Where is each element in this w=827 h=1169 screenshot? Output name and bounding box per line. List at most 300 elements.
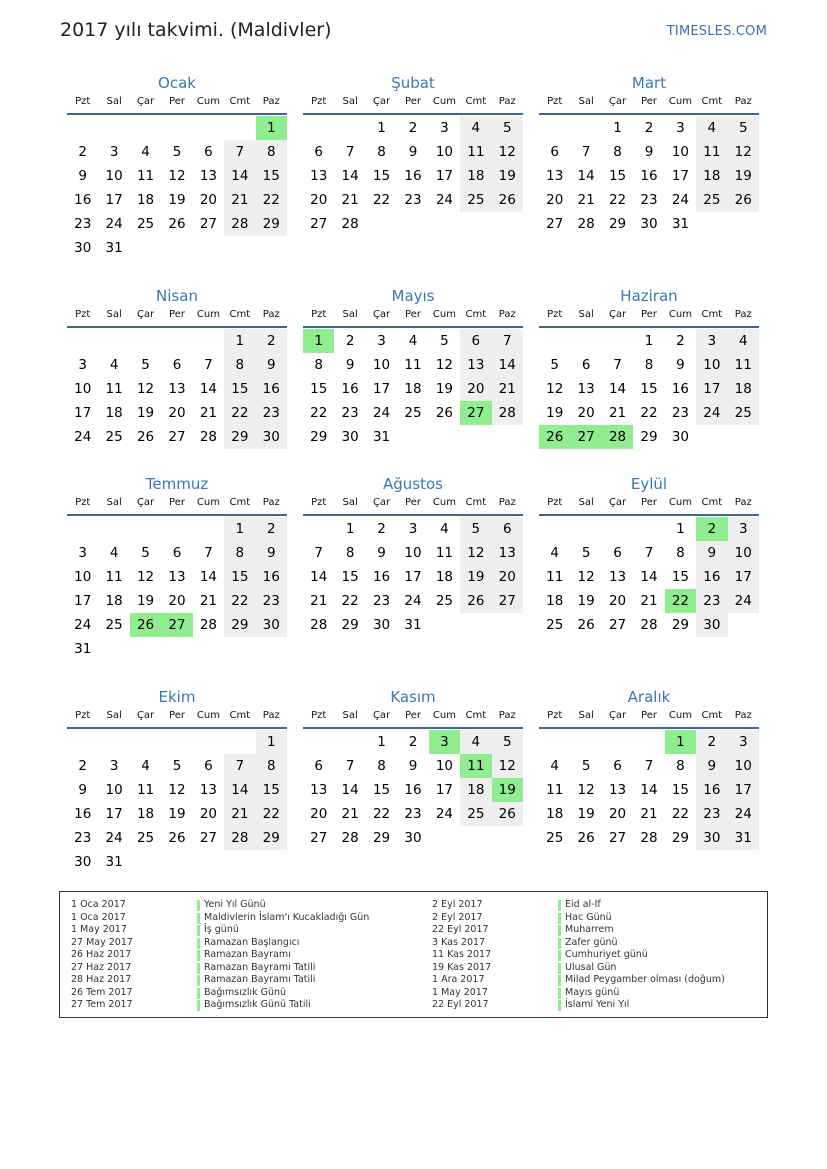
day-cell: 11 [546, 569, 564, 585]
weekday-label: Sal [578, 309, 594, 320]
day-cell: 23 [696, 802, 727, 826]
day-cell: 6 [460, 329, 491, 353]
day-cell: 4 [550, 758, 559, 774]
month-name: Ekim [158, 688, 196, 706]
day-cell: 10 [74, 381, 92, 397]
day-cell: 8 [345, 545, 355, 561]
weekday-header [539, 93, 759, 115]
day-cell: 4 [460, 730, 491, 754]
day-cell: 14 [608, 381, 627, 397]
day-grid [67, 729, 287, 874]
day-cell: 23 [372, 593, 391, 609]
day-cell: 3 [78, 357, 87, 373]
day-cell: 4 [440, 521, 449, 537]
day-cell: 22 [310, 405, 328, 421]
day-cell: 17 [105, 192, 123, 208]
day-cell: 28 [224, 212, 255, 236]
day-cell: 27 [199, 216, 217, 232]
day-cell: 29 [671, 617, 689, 633]
month-block [67, 474, 287, 661]
day-cell: 3 [696, 329, 727, 353]
day-cell: 3 [109, 758, 119, 774]
day-cell: 5 [492, 116, 523, 140]
month-name: Kasım [390, 688, 436, 706]
weekday-label: Per [169, 309, 185, 320]
day-cell: 13 [310, 168, 328, 184]
holiday-day-cell: 26 [130, 613, 161, 637]
day-cell: 15 [372, 168, 391, 184]
weekday-label: Paz [734, 710, 752, 721]
day-cell: 15 [224, 377, 255, 401]
legend-marker [197, 925, 200, 936]
day-cell: 26 [168, 216, 186, 232]
day-cell: 9 [408, 144, 418, 160]
day-cell: 5 [550, 357, 559, 373]
weekday-label: Cmt [229, 710, 251, 721]
day-cell: 14 [341, 782, 359, 798]
month-block [539, 73, 759, 260]
day-cell: 16 [640, 168, 658, 184]
day-cell: 19 [546, 405, 564, 421]
day-cell: 10 [372, 357, 391, 373]
month-block [67, 687, 287, 874]
day-cell: 8 [224, 353, 255, 377]
day-grid [303, 115, 523, 260]
legend-marker [558, 988, 561, 999]
legend-marker [558, 900, 561, 911]
day-cell: 7 [224, 140, 255, 164]
day-cell: 25 [460, 188, 491, 212]
day-cell: 14 [640, 782, 658, 798]
weekday-label: Paz [734, 497, 752, 508]
day-cell: 24 [404, 593, 422, 609]
day-cell: 3 [676, 120, 685, 136]
day-cell: 18 [546, 593, 564, 609]
day-cell: 17 [105, 806, 123, 822]
day-cell: 15 [671, 569, 689, 585]
brand-link[interactable]: TIMESLES.COM [666, 24, 767, 39]
legend-holiday-name: Eid al-If [565, 899, 601, 910]
day-cell: 21 [310, 593, 328, 609]
day-cell: 8 [676, 545, 685, 561]
legend-date: 1 Oca 2017 [71, 911, 126, 923]
day-cell: 1 [644, 333, 654, 349]
day-cell: 12 [728, 140, 759, 164]
legend-marker [558, 963, 561, 974]
day-cell: 23 [256, 589, 287, 613]
weekday-label: Pzt [75, 497, 91, 508]
day-cell: 26 [728, 188, 759, 212]
weekday-header [303, 707, 523, 729]
day-cell: 22 [256, 802, 287, 826]
day-cell: 27 [546, 216, 564, 232]
weekday-label: Cum [432, 309, 456, 320]
weekday-label: Paz [262, 497, 280, 508]
legend-date: 27 Haz 2017 [71, 961, 132, 973]
day-cell: 29 [256, 212, 287, 236]
day-cell: 29 [310, 429, 328, 445]
day-cell: 4 [141, 758, 150, 774]
day-cell: 8 [377, 144, 386, 160]
day-cell: 17 [404, 569, 422, 585]
legend-date: 26 Haz 2017 [71, 949, 132, 960]
day-cell: 13 [608, 569, 627, 585]
legend-date: 1 May 2017 [71, 924, 127, 935]
day-cell: 26 [492, 802, 523, 826]
day-cell: 10 [435, 758, 453, 774]
weekday-label: Cmt [701, 309, 723, 320]
day-cell: 31 [105, 240, 123, 256]
day-cell: 26 [435, 405, 453, 421]
weekday-label: Çar [372, 96, 391, 107]
day-cell: 12 [136, 381, 155, 397]
day-cell: 18 [105, 593, 123, 609]
day-cell: 17 [435, 168, 453, 184]
weekday-label: Cmt [229, 309, 251, 320]
day-cell: 9 [696, 754, 727, 778]
weekday-label: Sal [342, 96, 358, 107]
day-cell: 27 [608, 617, 627, 633]
legend-holiday-name: Ramazan Başlangıcı [204, 936, 300, 948]
day-cell: 31 [671, 216, 689, 232]
day-cell: 4 [408, 333, 418, 349]
day-cell: 30 [256, 613, 287, 637]
day-cell: 3 [728, 730, 759, 754]
day-cell: 14 [640, 569, 658, 585]
legend-date: 26 Tem 2017 [71, 986, 133, 998]
legend-holiday-name: Ramazan Bayramı Tatili [204, 974, 316, 985]
day-cell: 18 [696, 164, 727, 188]
day-cell: 12 [577, 782, 595, 798]
weekday-label: Çar [136, 710, 155, 721]
day-cell: 28 [341, 830, 359, 846]
legend-date: 27 Tem 2017 [71, 999, 133, 1010]
day-cell: 6 [204, 758, 213, 774]
legend-date: 22 Eyl 2017 [432, 999, 489, 1010]
day-cell: 18 [136, 806, 155, 822]
month-block [67, 73, 287, 260]
day-cell: 30 [696, 613, 727, 637]
day-cell: 2 [256, 329, 287, 353]
day-cell: 2 [696, 730, 727, 754]
day-cell: 16 [696, 565, 727, 589]
weekday-label: Per [641, 309, 657, 320]
day-cell: 15 [256, 778, 287, 802]
day-cell: 6 [314, 758, 323, 774]
day-cell: 16 [341, 381, 359, 397]
day-cell: 26 [577, 617, 595, 633]
weekday-label: Sal [106, 710, 122, 721]
day-cell: 30 [671, 429, 689, 445]
day-cell: 20 [199, 806, 217, 822]
day-cell: 30 [640, 216, 658, 232]
day-cell: 13 [199, 168, 217, 184]
day-cell: 15 [256, 164, 287, 188]
day-cell: 29 [224, 613, 255, 637]
weekday-header [539, 306, 759, 328]
weekday-label: Cum [668, 96, 692, 107]
weekday-label: Per [169, 710, 185, 721]
day-cell: 17 [74, 405, 92, 421]
weekday-label: Per [405, 497, 421, 508]
day-cell: 13 [199, 782, 217, 798]
day-cell: 10 [404, 545, 422, 561]
weekday-label: Pzt [75, 710, 91, 721]
legend-holiday-name: Bağımsızlık Günü Tatili [204, 999, 311, 1010]
day-cell: 10 [728, 754, 759, 778]
day-grid [539, 729, 759, 874]
day-cell: 2 [78, 144, 87, 160]
day-cell: 20 [546, 192, 564, 208]
day-cell: 20 [310, 806, 328, 822]
weekday-label: Pzt [547, 309, 563, 320]
day-cell: 27 [492, 589, 523, 613]
month-block [539, 687, 759, 874]
legend-holiday-name: İş günü [204, 924, 239, 935]
day-cell: 12 [168, 782, 186, 798]
day-cell: 22 [224, 401, 255, 425]
day-cell: 20 [608, 806, 627, 822]
day-cell: 18 [435, 569, 453, 585]
day-cell: 24 [728, 802, 759, 826]
legend-holiday-name: Muharrem [565, 924, 614, 935]
month-name: Haziran [620, 287, 678, 305]
day-cell: 29 [341, 617, 359, 633]
day-cell: 28 [341, 216, 359, 232]
month-name: Şubat [391, 74, 435, 92]
weekday-label: Çar [608, 96, 627, 107]
day-cell: 28 [640, 617, 658, 633]
holiday-day-cell: 27 [460, 401, 491, 425]
day-cell: 5 [728, 116, 759, 140]
day-cell: 27 [199, 830, 217, 846]
day-cell: 4 [141, 144, 150, 160]
weekday-label: Cum [196, 96, 220, 107]
day-cell: 7 [644, 545, 654, 561]
day-cell: 17 [671, 168, 689, 184]
weekday-header [67, 494, 287, 516]
day-cell: 22 [341, 593, 359, 609]
day-cell: 19 [577, 806, 595, 822]
day-cell: 14 [577, 168, 595, 184]
day-cell: 8 [377, 758, 386, 774]
weekday-label: Çar [136, 96, 155, 107]
day-cell: 1 [377, 734, 386, 750]
day-cell: 27 [608, 830, 627, 846]
day-cell: 23 [74, 216, 92, 232]
day-cell: 6 [172, 357, 182, 373]
weekday-label: Çar [608, 309, 627, 320]
legend-holiday-name: Hac Günü [565, 911, 612, 923]
day-cell: 31 [74, 641, 92, 657]
day-cell: 16 [372, 569, 391, 585]
day-cell: 6 [204, 144, 213, 160]
day-cell: 26 [136, 429, 155, 445]
day-cell: 11 [460, 140, 491, 164]
weekday-header [67, 306, 287, 328]
day-cell: 5 [141, 357, 150, 373]
day-grid [303, 729, 523, 874]
day-cell: 5 [581, 758, 591, 774]
legend-marker [197, 988, 200, 999]
day-cell: 8 [644, 357, 654, 373]
day-cell: 24 [435, 806, 453, 822]
day-cell: 24 [435, 192, 453, 208]
legend-date: 2 Eyl 2017 [432, 899, 483, 910]
day-cell: 6 [581, 357, 591, 373]
weekday-label: Çar [136, 497, 155, 508]
day-cell: 15 [224, 565, 255, 589]
day-cell: 20 [577, 405, 595, 421]
day-cell: 15 [341, 569, 359, 585]
weekday-label: Çar [372, 710, 391, 721]
weekday-label: Cum [432, 497, 456, 508]
day-cell: 1 [676, 521, 685, 537]
weekday-label: Cum [432, 710, 456, 721]
holiday-day-cell: 27 [161, 613, 192, 637]
day-cell: 26 [492, 188, 523, 212]
weekday-label: Pzt [75, 309, 91, 320]
day-cell: 16 [74, 806, 92, 822]
day-cell: 28 [492, 401, 523, 425]
day-cell: 14 [341, 168, 359, 184]
weekday-label: Pzt [547, 96, 563, 107]
month-name: Mayıs [391, 287, 435, 305]
day-cell: 27 [310, 216, 328, 232]
day-cell: 19 [136, 593, 155, 609]
day-cell: 15 [372, 782, 391, 798]
day-cell: 17 [74, 593, 92, 609]
day-cell: 6 [613, 758, 622, 774]
day-cell: 5 [581, 545, 591, 561]
day-cell: 6 [613, 545, 622, 561]
weekday-header [539, 494, 759, 516]
day-cell: 14 [199, 569, 217, 585]
day-cell: 17 [696, 377, 727, 401]
weekday-label: Paz [498, 497, 516, 508]
day-cell: 29 [224, 425, 255, 449]
day-cell: 8 [224, 541, 255, 565]
day-cell: 1 [613, 120, 622, 136]
day-cell: 6 [492, 517, 523, 541]
legend-holiday-name: Ulusal Gün [565, 961, 617, 973]
day-cell: 11 [136, 168, 155, 184]
legend-holiday-name: Zafer günü [565, 936, 618, 948]
day-cell: 22 [224, 589, 255, 613]
day-cell: 23 [696, 589, 727, 613]
day-cell: 7 [644, 758, 654, 774]
day-cell: 16 [404, 168, 422, 184]
weekday-label: Pzt [547, 710, 563, 721]
day-cell: 25 [460, 802, 491, 826]
weekday-header [303, 494, 523, 516]
day-cell: 2 [78, 758, 87, 774]
weekday-label: Per [641, 96, 657, 107]
weekday-label: Cmt [465, 96, 487, 107]
day-cell: 18 [404, 381, 422, 397]
day-cell: 21 [199, 593, 217, 609]
legend-marker [558, 975, 561, 986]
weekday-label: Sal [342, 710, 358, 721]
day-grid [67, 516, 287, 661]
day-cell: 10 [728, 541, 759, 565]
day-cell: 7 [204, 357, 213, 373]
day-cell: 7 [314, 545, 323, 561]
day-cell: 14 [310, 569, 328, 585]
weekday-label: Cmt [465, 710, 487, 721]
day-cell: 21 [224, 802, 255, 826]
weekday-label: Çar [136, 309, 155, 320]
day-cell: 3 [109, 144, 119, 160]
day-cell: 18 [546, 806, 564, 822]
day-cell: 22 [608, 192, 627, 208]
day-cell: 22 [671, 806, 689, 822]
legend-holiday-name: Bağımsızlık Günü [204, 986, 287, 998]
day-cell: 30 [74, 240, 92, 256]
weekday-label: Cum [196, 309, 220, 320]
day-cell: 19 [136, 405, 155, 421]
day-cell: 25 [136, 216, 155, 232]
weekday-label: Cmt [701, 497, 723, 508]
day-cell: 25 [105, 429, 123, 445]
day-cell: 19 [168, 806, 186, 822]
month-block [539, 286, 759, 473]
day-cell: 5 [492, 730, 523, 754]
legend-marker [197, 1000, 200, 1011]
day-cell: 9 [644, 144, 654, 160]
day-cell: 2 [408, 734, 418, 750]
day-cell: 25 [435, 593, 453, 609]
day-cell: 13 [310, 782, 328, 798]
day-cell: 16 [256, 377, 287, 401]
day-cell: 28 [577, 216, 595, 232]
weekday-label: Cmt [465, 309, 487, 320]
holiday-day-cell: 1 [665, 730, 696, 754]
weekday-label: Paz [498, 96, 516, 107]
legend-marker [197, 963, 200, 974]
day-cell: 30 [372, 617, 391, 633]
legend-marker [558, 950, 561, 961]
legend-holiday-name: Mayıs günü [565, 986, 620, 998]
legend-marker [197, 938, 200, 949]
month-block [67, 286, 287, 473]
legend-holiday-name: Maldivlerin İslam'ı Kucakladığı Gün [204, 911, 370, 923]
day-cell: 12 [168, 168, 186, 184]
weekday-label: Pzt [547, 497, 563, 508]
month-block [303, 687, 523, 874]
day-cell: 3 [78, 545, 87, 561]
legend-holiday-name: Milad Peygamber olması (doğum) [565, 974, 725, 985]
legend-marker [558, 913, 561, 924]
day-grid [539, 516, 759, 661]
day-cell: 26 [577, 830, 595, 846]
day-cell: 12 [435, 357, 453, 373]
day-cell: 15 [640, 381, 658, 397]
day-cell: 8 [314, 357, 323, 373]
day-cell: 21 [608, 405, 627, 421]
holiday-day-cell: 19 [492, 778, 523, 802]
day-cell: 14 [224, 778, 255, 802]
day-cell: 21 [341, 806, 359, 822]
day-cell: 2 [256, 517, 287, 541]
day-cell: 29 [671, 830, 689, 846]
day-cell: 5 [172, 144, 182, 160]
day-cell: 31 [105, 854, 123, 870]
weekday-label: Paz [734, 309, 752, 320]
day-cell: 12 [460, 541, 491, 565]
day-cell: 9 [345, 357, 355, 373]
day-cell: 14 [199, 381, 217, 397]
